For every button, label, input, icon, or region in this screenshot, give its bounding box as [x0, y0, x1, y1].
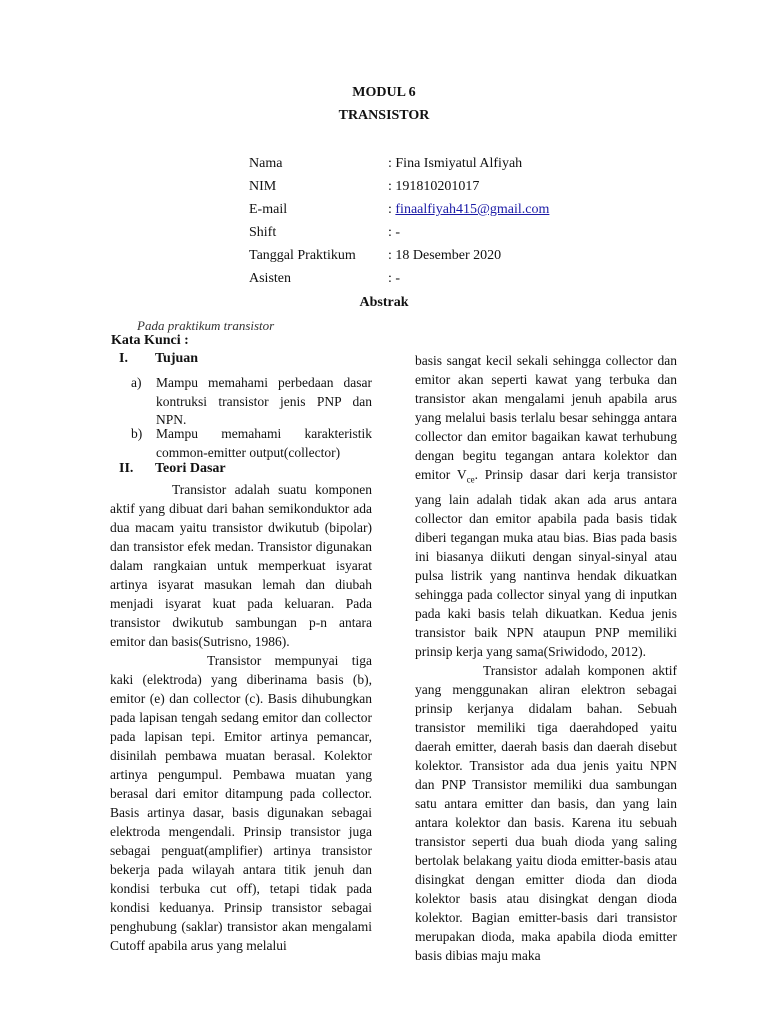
subscript: ce: [466, 474, 475, 485]
paragraph: [415, 351, 677, 661]
left-column: [110, 480, 372, 955]
info-value: : 191810201017: [388, 179, 480, 194]
paragraph: Transistor adalah komponen aktif yang menggunakan aliran elektron sebagai prinsip kerjanya didalam bahan. Sebuah transistor memiliki tiga daerahdoped yaitu daerah emitter, daerah basis dan daerah disebut kolektor. Transistor ada dua jenis yaitu NPN dan PNP Transistor memiliki dua sambungan satu antara emitter dan basis, dan yang lain antara kolektor dan basis. Karena itu sebuah transistor seperti dua buah dioda yang saling bertolak belakang yaitu dioda emitter-basis atau disingkat dengan emitter dioda dan dioda kolektor basis atau disingkat dengan dioda kolektor. Bagian emitter-basis dari transistor merupakan dioda, maka apabila dioda emitter basis dibias maju maka: [415, 662, 677, 963]
right-column: [415, 351, 677, 965]
info-value: : 18 Desember 2020: [388, 248, 502, 263]
section-title: Tujuan: [155, 351, 199, 366]
info-label: Asisten: [249, 271, 291, 286]
list-item: [131, 425, 372, 463]
keywords-label: Kata Kunci :: [111, 333, 189, 348]
abstract-text: Pada praktikum transistor: [137, 318, 275, 333]
info-value: : Fina Ismiyatul Alfiyah: [388, 156, 523, 171]
info-label: Tanggal Praktikum: [249, 248, 356, 263]
paragraph: Transistor adalah suatu komponen aktif yang dibuat dari bahan semikonduktor ada dua macam yaitu transistor dwikutub (bipolar) dan transistor efek medan. Transistor digunakan dalam rangkaian untuk memperkuat isyarat artinya isyarat masukan lemah dan diubah menjadi isyarat kuat pada keluaran. Pada transistor dwikutub sambungan p-n antara emitor dan basis(Sutrisno, 1986).: [110, 482, 372, 649]
section-number: I.: [119, 351, 128, 366]
email-prefix: :: [388, 202, 396, 217]
info-label: E-mail: [249, 202, 288, 217]
list-marker: b): [131, 426, 143, 441]
abstract-heading: Abstrak: [359, 295, 409, 310]
info-label: NIM: [249, 179, 277, 194]
list-marker: a): [131, 375, 142, 390]
paragraph: Transistor mempunyai tiga kaki (elektroda) yang diberinama basis (b), emitor (e) dan collector (c). Basis dihubungkan pada lapisan tengah sedang emitor dan collector pada lapisan tepi. Emitor artinya pemancar, disinilah pembawa muatan berasal. Kolektor artinya pengumpul. Pembawa muatan yang berasal dari emitor ditampung pada collector. Basis artinya dasar, basis digunakan sebagai elektroda mengendali. Prinsip transistor juga sebagai penguat(amplifier) artinya transistor bekerja pada wilayah antara titik jenuh dan kondisi terbuka cut off), tetapi tidak pada kondisi keduanya. Prinsip transistor sebagai penghubung (saklar) transistor akan mengalami Cutoff apabila arus yang melalui: [110, 653, 372, 953]
info-label: Nama: [249, 156, 283, 171]
section-title: Teori Dasar: [155, 461, 226, 476]
section-number: II.: [119, 461, 134, 476]
list-text: Mampu memahami perbedaan dasar kontruksi transistor jenis PNP dan NPN.: [156, 375, 372, 427]
info-value: : -: [388, 271, 401, 286]
section-heading-tujuan: [119, 351, 319, 371]
list-text: Mampu memahami karakteristik common-emitter output(collector): [156, 426, 372, 460]
paragraph-text: . Prinsip dasar dari kerja transistor yang lain adalah tidak akan ada arus antara collector dan emitor apabila pada basis tidak diberi tegangan muka atau bias. Bias pada basis ini biasanya diikuti dengan sinyal-sinyal atau pulsa listrik yang nantinva hendak dikuatkan sehingga pada collector sinyal yang di inputkan pada kaki basis telah dikuatkan. Kedua jenis transistor baik NPN ataupun PNP memiliki prinsip kerja yang sama(Sriwidodo, 2012).: [415, 467, 678, 659]
section-heading-teori-dasar: [119, 461, 319, 481]
document-title: TRANSISTOR: [338, 108, 430, 123]
module-number: MODUL 6: [352, 85, 416, 100]
info-value: [388, 202, 549, 218]
paragraph-text: basis sangat kecil sekali sehingga collector dan emitor akan seperti kawat yang terbuka dan transistor akan mengalami jenuh apabila arus yang melalui basis terlalu besar sehingga antara collector dan emitor bagaikan kawat terhubung dengan begitu tegangan antara kolektor dan emitor V: [415, 353, 677, 482]
list-item: [131, 374, 372, 430]
info-label: Shift: [249, 225, 277, 240]
info-value: : -: [388, 225, 401, 240]
email-link[interactable]: finaalfiyah415@gmail.com: [395, 202, 550, 217]
